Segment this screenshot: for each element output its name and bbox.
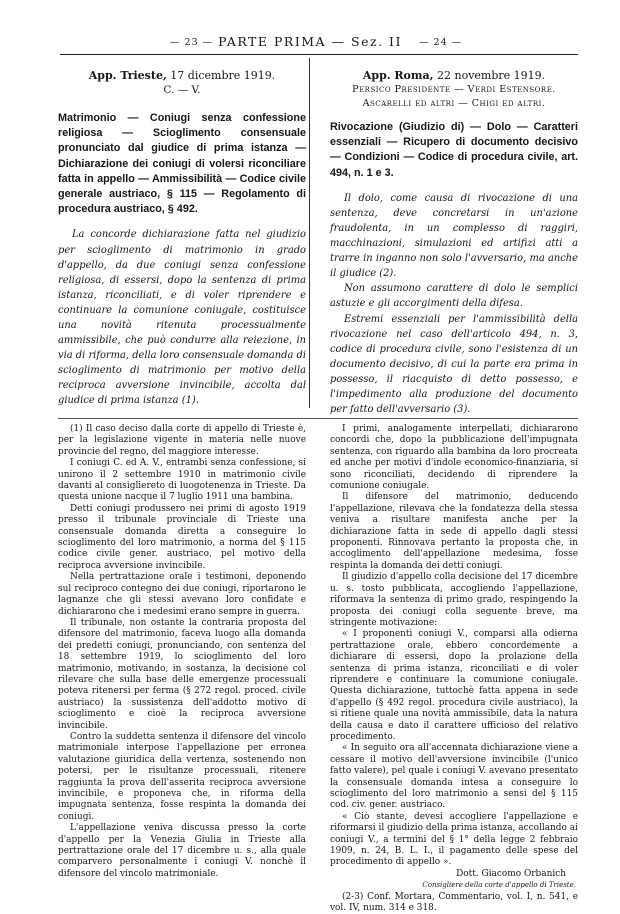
footnote-paragraph: Contro la suddetta sentenza il difensore del vincolo matrimoniale interpose l'appellazione per erronea valutazione giuridica della vertenza, sostenendo non potersi, per le risultanze processuali, ritenere raggiunta la prova dell'asserita reciproca avversione invincibile, e proponeva che, in riforma della impugnata sentenza, fosse respinta la domanda dei coniugi. bbox=[58, 731, 306, 822]
right-parties: Ascarelli ed altri — Chigi ed altri. bbox=[362, 97, 546, 109]
left-maxim: La concorde dichiarazione fatta nel giudizio per scioglimento di matrimonio in grado d'appello, da due coniugi senza confessione religiosa, di essersi, dopo la sentenza di prima istanza, riconciliati, e di voler riprendere e continuare la comunione coniugale, costituisce una novità ritenuta processualmente ammissibile, che può condurre alla reiezione, in via di riforma, della loro consensuale domanda di scioglimento di matrimonio per motivo della reciproca avversione invincibile, accolta dal giudice di prima istanza (1). bbox=[58, 229, 306, 407]
footnote-paragraph: Il tribunale, non ostante la contraria proposta del difensore del matrimonio, faceva luogo alla domanda dei predetti coniugi, pronunciando, con sentenza del 18 settembre 1919, lo scioglimento del loro matrimonio, motivando, in sostanza, la decisione col rilevare che sulla base delle emergenze processuali poteva ritenersi per ferma (§ 272 regol. proced. civile austriaco) la sussistenza dell'addotto motivo di scioglimento e cioè la reciproca avversione invincibile. bbox=[58, 617, 306, 731]
header-rule bbox=[60, 54, 578, 55]
footnote-paragraph: (1) Il caso deciso dalla corte di appello di Trieste è, per la legislazione vigente in materia nelle nuove provincie del regno, del maggiore interesse. bbox=[58, 424, 306, 457]
footnote-paragraph: « In seguito ora all'accennata dichiarazione viene a cessare il motivo dell'avversione invincibile (l'unico fatto valere), pel quale i coniugi V. avevano presentato la consensuale domanda intesa a conseguire lo scioglimento del loro matrimonio a sensi del § 115 cod. civ. gener. austriaco. bbox=[330, 743, 578, 811]
right-date: 22 novembre 1919. bbox=[437, 69, 546, 82]
footnote-divider bbox=[58, 418, 578, 419]
right-summary: Rivocazione (Giudizio di) — Dolo — Caratteri essenziali — Ricupero di documento decisivo — Condizioni — Codice di procedura civile, art. 494, n. 1 e 3. bbox=[330, 121, 578, 179]
left-decision bbox=[58, 68, 306, 409]
footnote-paragraph: Il giudizio d'appello colla decisione del 17 dicembre u. s. tosto pubblicata, accogliendo l'appellazione, riformava la sentenza di primo grado, respingendo la proposta dei coniugi colla seguente breve, ma stringente motivazione: bbox=[330, 572, 578, 628]
footnote-paragraph: Nella pertrattazione orale i testimoni, deponendo sul reciproco contegno dei due coniugi, riportarono le lagnanze che gli stessi avevano loro confidate e dichiararono che i medesimi erano sempre in guerra. bbox=[58, 572, 306, 617]
footnote-paragraph: « I proponenti coniugi V., comparsi alla odierna pertrattazione orale, ebbero concordemente a dichiarare di essersi, dopo la prolazione della sentenza di prima istanza, riconciliati e di voler riprendere e continuare la comunione coniugale. Questa dichiarazione, tuttochè fatta appena in sede d'appello (§ 492 regol. procedura civile austriaco), la si ritiene quale una novità ammissibile, data la natura della causa e dato il carattere ufficioso del relativo procedimento. bbox=[330, 629, 578, 742]
footnotes-right bbox=[330, 424, 578, 914]
right-president-line: Persico Presidente — Verdi Estensore. bbox=[352, 84, 556, 95]
left-page-number: — 23 — bbox=[170, 37, 214, 48]
right-court: App. Roma, bbox=[362, 69, 434, 82]
right-maxim: Non assumono carattere di dolo le semplici astuzie e gli accorgimenti della difesa. bbox=[330, 283, 578, 310]
right-page-number: — 24 — bbox=[419, 37, 463, 48]
right-maxim: Estremi essenziali per l'ammissibilità della rivocazione nel caso dell'articolo 494, n. 3, codice di procedura civile, sono l'esistenza di un documento decisivo, di cui la parte era prima in possesso, il riacquisto di detto possesso, e l'impedimento alla produzione del documento per fatto dell'avversario (3). bbox=[330, 313, 578, 416]
right-court-line bbox=[330, 68, 578, 83]
signature-role: Consigliere della corte d'appello di Trieste. bbox=[422, 881, 576, 890]
footnote-paragraph: « Ciò stante, devesi accogliere l'appellazione e riformarsi il giudizio della prima istanza, accollando ai coniugi V., a termini del § 1° della legge 2 febbraio 1909, n. 24, B. L. I., il pagamento delle spese del procedimento di appello ». bbox=[330, 811, 578, 868]
page-header bbox=[0, 34, 620, 54]
column-separator bbox=[309, 58, 310, 408]
footnotes-left bbox=[58, 424, 306, 880]
footnote-paragraph: L'appellazione veniva discussa presso la corte d'appello per la Venezia Giulia in Trieste alla pertrattazione orale del 17 dicembre u. s., alla quale comparvero personalmente i coniugi V. nonchè il difensore del vincolo matrimoniale. bbox=[58, 823, 306, 879]
footnote-paragraph: I coniugi C. ed A. V., entrambi senza confessione, si unirono il 2 settembre 1910 in matrimonio civile davanti al consigliereto di luogotenenza in Trieste. Da questa unione nacque il 7 luglio 1911 una bambina. bbox=[58, 458, 306, 503]
left-date: 17 dicembre 1919. bbox=[170, 69, 276, 82]
running-title: PARTE PRIMA — Sez. II bbox=[218, 34, 402, 49]
left-summary: Matrimonio — Coniugi senza confessione religiosa — Scioglimento consensuale pronunciato dal giudice di prima istanza — Dichiarazione dei coniugi di volersi riconciliare fatta in appello — Ammissibilità — Codice civile generale austriaco, § 115 — Regolamento di procedura austriaco, § 492. bbox=[58, 112, 306, 216]
footnote-paragraph: I primi, analogamente interpellati, dichiararono concordi che, dopo la pubblicazione dell'impugnata sentenza, con riguardo alla bambina da loro procreata ed anche per motivi d'indole economico-finanziaria, si sono riconciliati, decidendo di riprendere la comunione coniugale. bbox=[330, 424, 578, 492]
right-decision bbox=[330, 68, 578, 417]
signature-name: Dott. Giacomo Orbanich bbox=[456, 868, 566, 879]
footnote-paragraph: (2-3) Conf. Mortara, Commentario, vol. I, n. 541, e vol. IV, num. 314 e 318. bbox=[330, 891, 578, 914]
footnote-paragraph: Detti coniugi produssero nei primi di agosto 1919 presso il tribunale provinciale di Trieste una consensuale domanda diretta a conseguire lo scioglimento del loro matrimonio, a norma del § 115 codice civile gener. austriaco, pel motivo della reciproca avversione invincibile. bbox=[58, 503, 306, 571]
footnote-paragraph: Il difensore del matrimonio, deducendo l'appellazione, rilevava che la fondatezza della stessa veniva a risultare manifesta anche per la dichiarazione fatta in sede di appello dagli stessi proponenti. Rinnovava pertanto la proposta che, in accoglimento dell'appellazione medesima, fosse respinta la domanda dei detti coniugi. bbox=[330, 492, 578, 571]
left-court-line bbox=[58, 68, 306, 83]
left-court: App. Trieste, bbox=[88, 69, 167, 82]
right-maxim: Il dolo, come causa di rivocazione di una sentenza, deve concretarsi in un'azione fraudolenta, in un complesso di raggiri, macchinazioni, simulazioni ed artifizi atti a trarre in inganno non solo l'avversario, ma anche il giudice (2). bbox=[330, 192, 578, 280]
left-parties: C. — V. bbox=[163, 84, 201, 96]
